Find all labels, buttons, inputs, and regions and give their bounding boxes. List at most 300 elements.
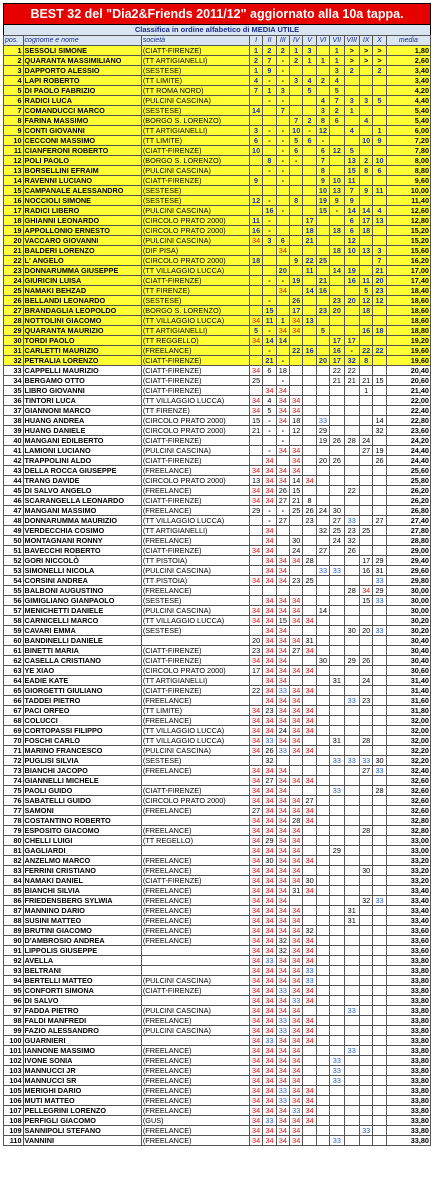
- stage-result: [316, 1096, 329, 1106]
- player-club: (FREELANCE): [141, 536, 249, 546]
- stage-result: 34: [290, 606, 303, 616]
- row-position: 14: [4, 176, 24, 186]
- stage-result: [344, 616, 359, 626]
- player-name: PETRALIA LORENZO: [23, 356, 141, 366]
- stage-result: 1: [359, 386, 372, 396]
- stage-result: [249, 246, 262, 256]
- stage-result: 33: [344, 516, 359, 526]
- row-position: 94: [4, 976, 24, 986]
- average-score: 33,80: [386, 1036, 430, 1046]
- row-position: 95: [4, 986, 24, 996]
- stage-result: [290, 626, 303, 636]
- stage-result: [344, 316, 359, 326]
- stage-result: [344, 1086, 359, 1096]
- player-name: CORSINI ANDREA: [23, 576, 141, 586]
- stage-result: [330, 1016, 344, 1026]
- stage-result: [344, 456, 359, 466]
- row-position: 36: [4, 396, 24, 406]
- stage-result: 9: [249, 176, 262, 186]
- average-score: 33,80: [386, 1006, 430, 1016]
- stage-result: [359, 936, 372, 946]
- stage-result: 3: [344, 96, 359, 106]
- player-name: ESPOSITO GIACOMO: [23, 826, 141, 836]
- stage-result: 34: [290, 696, 303, 706]
- table-row: [4, 116, 431, 126]
- player-name: HUANG DANIELE: [23, 426, 141, 436]
- row-position: 107: [4, 1106, 24, 1116]
- stage-result: 21: [316, 276, 329, 286]
- stage-result: [373, 1026, 386, 1036]
- stage-result: [303, 866, 316, 876]
- average-score: 31,40: [386, 686, 430, 696]
- stage-result: 34: [263, 646, 276, 656]
- stage-result: 18: [303, 226, 316, 236]
- player-name: FAZIO ALESSANDRO: [23, 1026, 141, 1036]
- stage-result: 10: [344, 246, 359, 256]
- player-club: [141, 946, 249, 956]
- stage-result: [359, 456, 372, 466]
- stage-result: [316, 1036, 329, 1046]
- stage-result: 34: [276, 856, 289, 866]
- stage-result: [316, 886, 329, 896]
- player-club: (CIATT-FIRENZE): [141, 356, 249, 366]
- stage-result: 13: [344, 156, 359, 166]
- stage-result: [344, 856, 359, 866]
- table-row: [4, 1106, 431, 1116]
- stage-result: 34: [249, 766, 262, 776]
- stage-result: [290, 266, 303, 276]
- stage-result: 34: [290, 806, 303, 816]
- player-club: (PULCINI CASCINA): [141, 1026, 249, 1036]
- row-position: 99: [4, 1026, 24, 1036]
- stage-result: 5: [290, 136, 303, 146]
- stage-result: 6: [290, 146, 303, 156]
- stage-result: [303, 426, 316, 436]
- player-name: RADICI LUCA: [23, 96, 141, 106]
- stage-result: 16: [303, 346, 316, 356]
- stage-result: [290, 356, 303, 366]
- table-row: [4, 1036, 431, 1046]
- stage-result: [373, 966, 386, 976]
- stage-result: 19: [373, 446, 386, 456]
- stage-result: 29: [316, 426, 329, 436]
- stage-result: [373, 736, 386, 746]
- stage-result: [373, 666, 386, 676]
- stage-result: [373, 486, 386, 496]
- player-club: (TT REGGELLO): [141, 336, 249, 346]
- row-position: 17: [4, 206, 24, 216]
- stage-result: 32: [344, 356, 359, 366]
- average-score: 24,40: [386, 456, 430, 466]
- stage-result: 20: [359, 626, 372, 636]
- stage-result: 1: [249, 66, 262, 76]
- stage-result: 10: [249, 146, 262, 156]
- stage-result: 27: [373, 516, 386, 526]
- row-position: 75: [4, 786, 24, 796]
- row-position: 2: [4, 56, 24, 66]
- table-row: [4, 126, 431, 136]
- player-club: (FREELANCE): [141, 906, 249, 916]
- stage-result: 8: [290, 196, 303, 206]
- stage-result: 34: [249, 1086, 262, 1096]
- row-position: 39: [4, 426, 24, 436]
- stage-result: 34: [249, 856, 262, 866]
- player-name: GIORGETTI GIULIANO: [23, 686, 141, 696]
- stage-result: [316, 1116, 329, 1126]
- stage-result: 14: [330, 266, 344, 276]
- stage-result: 34: [263, 636, 276, 646]
- stage-result: [359, 996, 372, 1006]
- stage-result: 34: [249, 366, 262, 376]
- stage-result: [290, 186, 303, 196]
- player-club: (TT ARTIGIANELLI): [141, 56, 249, 66]
- stage-result: 34: [276, 476, 289, 486]
- average-score: 4,20: [386, 86, 430, 96]
- stage-result: 4: [373, 206, 386, 216]
- stage-result: [373, 396, 386, 406]
- table-row: [4, 246, 431, 256]
- stage-result: 23: [330, 296, 344, 306]
- row-position: 1: [4, 46, 24, 56]
- stage-result: 5: [373, 96, 386, 106]
- row-position: 53: [4, 566, 24, 576]
- average-score: 33,20: [386, 866, 430, 876]
- row-position: 67: [4, 706, 24, 716]
- stage-result: [330, 996, 344, 1006]
- row-position: 104: [4, 1076, 24, 1086]
- stage-result: 6: [316, 146, 329, 156]
- stage-result: 34: [249, 406, 262, 416]
- stage-result: 19: [290, 276, 303, 286]
- table-row: [4, 436, 431, 446]
- stage-result: 34: [263, 566, 276, 576]
- stage-result: 34: [263, 726, 276, 736]
- stage-result: [359, 726, 372, 736]
- table-row: [4, 446, 431, 456]
- stage-result: 18: [359, 306, 372, 316]
- stage-result: [303, 156, 316, 166]
- stage-result: 34: [303, 946, 316, 956]
- stage-result: 34: [263, 986, 276, 996]
- row-position: 69: [4, 726, 24, 736]
- stage-result: 34: [290, 326, 303, 336]
- stage-result: [330, 1126, 344, 1136]
- stage-result: 34: [249, 986, 262, 996]
- stage-result: 27: [303, 796, 316, 806]
- stage-result: [344, 1026, 359, 1036]
- stage-result: [373, 196, 386, 206]
- stage-result: 11: [359, 276, 372, 286]
- stage-result: [344, 866, 359, 876]
- row-position: 110: [4, 1136, 24, 1146]
- stage-result: 21: [344, 376, 359, 386]
- stage-result: 34: [249, 1096, 262, 1106]
- stage-result: [359, 236, 372, 246]
- player-club: (TT LIMITE): [141, 76, 249, 86]
- stage-result: [316, 1006, 329, 1016]
- average-score: 33,80: [386, 1026, 430, 1036]
- stage-result: [330, 486, 344, 496]
- stage-result: 34: [249, 976, 262, 986]
- row-position: 20: [4, 236, 24, 246]
- player-club: (TT VILLAGGIO LUCCA): [141, 316, 249, 326]
- stage-result: [290, 526, 303, 536]
- stage-result: [316, 696, 329, 706]
- stage-result: 16: [316, 286, 329, 296]
- average-score: 15,20: [386, 226, 430, 236]
- stage-result: -: [276, 156, 289, 166]
- stage-result: 33: [344, 1046, 359, 1056]
- stage-result: [373, 946, 386, 956]
- average-score: 20,40: [386, 366, 430, 376]
- stage-result: [344, 666, 359, 676]
- stage-result: -: [263, 516, 276, 526]
- row-position: 96: [4, 996, 24, 1006]
- stage-result: 34: [290, 1016, 303, 1026]
- row-position: 30: [4, 336, 24, 346]
- table-row: [4, 206, 431, 216]
- row-position: 51: [4, 546, 24, 556]
- stage-result: [373, 806, 386, 816]
- stage-result: 34: [263, 1066, 276, 1076]
- stage-result: 31: [303, 636, 316, 646]
- stage-result: 34: [290, 1136, 303, 1146]
- stage-result: 20: [330, 306, 344, 316]
- stage-result: [330, 976, 344, 986]
- stage-result: >: [359, 46, 372, 56]
- stage-result: 34: [276, 386, 289, 396]
- stage-result: [359, 606, 372, 616]
- stage-result: 2: [373, 66, 386, 76]
- stage-result: 22: [373, 346, 386, 356]
- stage-result: 34: [276, 416, 289, 426]
- stage-result: 34: [249, 816, 262, 826]
- stage-result: [303, 366, 316, 376]
- player-name: CAMPANALE ALESSANDRO: [23, 186, 141, 196]
- row-position: 62: [4, 656, 24, 666]
- stage-result: 34: [249, 1046, 262, 1056]
- table-row: [4, 236, 431, 246]
- stage-result: 34: [249, 956, 262, 966]
- stage-result: [330, 836, 344, 846]
- stage-result: 34: [249, 796, 262, 806]
- stage-result: 33: [276, 746, 289, 756]
- average-score: 25,80: [386, 476, 430, 486]
- stage-result: 3: [276, 86, 289, 96]
- stage-result: [330, 466, 344, 476]
- stage-result: 34: [249, 486, 262, 496]
- stage-result: -: [316, 136, 329, 146]
- stage-result: 34: [276, 406, 289, 416]
- table-row: [4, 576, 431, 586]
- row-position: 44: [4, 476, 24, 486]
- stage-result: 34: [290, 316, 303, 326]
- table-row: [4, 756, 431, 766]
- player-name: FALDI MANFREDI: [23, 1016, 141, 1026]
- player-name: FADDA PIETRO: [23, 1006, 141, 1016]
- stage-result: [316, 816, 329, 826]
- average-score: 7,20: [386, 136, 430, 146]
- stage-result: 34: [249, 546, 262, 556]
- player-name: COMANDUCCI MARCO: [23, 106, 141, 116]
- stage-result: 24: [330, 536, 344, 546]
- player-club: (PULCINI CASCINA): [141, 96, 249, 106]
- stage-result: 14: [344, 206, 359, 216]
- stage-result: 12: [330, 146, 344, 156]
- stage-result: [373, 746, 386, 756]
- stage-result: [303, 176, 316, 186]
- player-club: (SESTESE): [141, 106, 249, 116]
- stage-result: [373, 886, 386, 896]
- average-score: 24,40: [386, 446, 430, 456]
- stage-result: [344, 646, 359, 656]
- stage-result: [373, 1116, 386, 1126]
- stage-result: [359, 1076, 372, 1086]
- stage-result: [359, 716, 372, 726]
- stage-result: 2: [249, 56, 262, 66]
- stage-result: [316, 476, 329, 486]
- stage-result: 7: [249, 86, 262, 96]
- stage-result: 34: [249, 606, 262, 616]
- stage-result: 34: [290, 446, 303, 456]
- player-name: GIANNONI MARCO: [23, 406, 141, 416]
- player-name: PERFIGLI GIACOMO: [23, 1116, 141, 1126]
- stage-result: 26: [359, 656, 372, 666]
- stage-result: [316, 316, 329, 326]
- stage-result: [303, 526, 316, 536]
- stage-result: [263, 436, 276, 446]
- stage-result: 33: [263, 1116, 276, 1126]
- stage-result: [263, 286, 276, 296]
- stage-result: 34: [249, 1076, 262, 1086]
- average-score: 33,80: [386, 1096, 430, 1106]
- stage-result: 34: [263, 606, 276, 616]
- stage-result: [249, 186, 262, 196]
- table-row: [4, 316, 431, 326]
- stage-result: 9: [330, 196, 344, 206]
- stage-result: [330, 496, 344, 506]
- stage-result: 31: [330, 736, 344, 746]
- stage-result: [373, 1006, 386, 1016]
- stage-result: 32: [276, 946, 289, 956]
- stage-result: 18: [359, 226, 372, 236]
- stage-result: 34: [249, 726, 262, 736]
- player-club: (CIATT-FIRENZE): [141, 176, 249, 186]
- stage-result: [330, 476, 344, 486]
- average-score: 33,00: [386, 836, 430, 846]
- stage-result: [249, 696, 262, 706]
- stage-result: [330, 1096, 344, 1106]
- row-position: 61: [4, 646, 24, 656]
- row-position: 9: [4, 126, 24, 136]
- stage-result: [316, 786, 329, 796]
- table-row: [4, 1026, 431, 1036]
- average-score: 33,80: [386, 996, 430, 1006]
- stage-result: 34: [290, 916, 303, 926]
- stage-result: [344, 936, 359, 946]
- stage-result: 34: [290, 866, 303, 876]
- row-position: 91: [4, 946, 24, 956]
- stage-result: [303, 786, 316, 796]
- player-club: (CIATT-FIRENZE): [141, 146, 249, 156]
- stage-result: 34: [263, 696, 276, 706]
- stage-result: 34: [290, 906, 303, 916]
- table-row: [4, 426, 431, 436]
- stage-result: -: [263, 226, 276, 236]
- player-club: (TT VILLAGGIO LUCCA): [141, 396, 249, 406]
- stage-result: [249, 296, 262, 306]
- stage-result: 34: [276, 896, 289, 906]
- stage-result: [359, 86, 372, 96]
- stage-result: [316, 1076, 329, 1086]
- stage-result: 34: [263, 386, 276, 396]
- average-score: 33,40: [386, 886, 430, 896]
- stage-result: [359, 616, 372, 626]
- stage-result: [330, 796, 344, 806]
- player-name: TRANG DAVIDE: [23, 476, 141, 486]
- row-position: 40: [4, 436, 24, 446]
- stage-result: 18: [330, 246, 344, 256]
- player-name: BELLANDI LEONARDO: [23, 296, 141, 306]
- table-row: [4, 256, 431, 266]
- player-club: (CIATT-FIRENZE): [141, 366, 249, 376]
- table-row: [4, 776, 431, 786]
- stage-result: [290, 86, 303, 96]
- player-club: (CIATT-FIRENZE): [141, 656, 249, 666]
- player-name: MANNUCCI SR: [23, 1076, 141, 1086]
- stage-result: 26: [303, 506, 316, 516]
- stage-result: [303, 436, 316, 446]
- stage-result: 34: [263, 996, 276, 1006]
- table-row: [4, 106, 431, 116]
- table-row: [4, 416, 431, 426]
- stage-result: 33: [276, 1026, 289, 1036]
- stage-result: [316, 486, 329, 496]
- average-score: 30,40: [386, 646, 430, 656]
- player-name: GHIANNI LEONARDO: [23, 216, 141, 226]
- stage-result: 34: [276, 396, 289, 406]
- player-club: (FREELANCE): [141, 766, 249, 776]
- stage-result: [303, 656, 316, 666]
- stage-result: 1: [290, 46, 303, 56]
- stage-result: 34: [303, 886, 316, 896]
- stage-result: [330, 1036, 344, 1046]
- stage-result: -: [263, 216, 276, 226]
- stage-result: [359, 576, 372, 586]
- stage-result: 7: [344, 186, 359, 196]
- table-row: [4, 926, 431, 936]
- stage-result: [249, 306, 262, 316]
- stage-result: 33: [373, 576, 386, 586]
- stage-result: 12: [290, 426, 303, 436]
- stage-result: [330, 446, 344, 456]
- player-club: (CIATT-FIRENZE): [141, 876, 249, 886]
- stage-result: [290, 226, 303, 236]
- row-position: 78: [4, 816, 24, 826]
- player-name: FOSCHI CARLO: [23, 736, 141, 746]
- stage-result: [359, 1136, 372, 1146]
- row-position: 22: [4, 256, 24, 266]
- row-position: 16: [4, 196, 24, 206]
- stage-result: -: [290, 156, 303, 166]
- stage-result: 34: [290, 746, 303, 756]
- stage-result: 34: [276, 776, 289, 786]
- table-row: [4, 1126, 431, 1136]
- stage-result: [303, 486, 316, 496]
- stage-result: [290, 656, 303, 666]
- stage-result: [373, 506, 386, 516]
- stage-result: [330, 606, 344, 616]
